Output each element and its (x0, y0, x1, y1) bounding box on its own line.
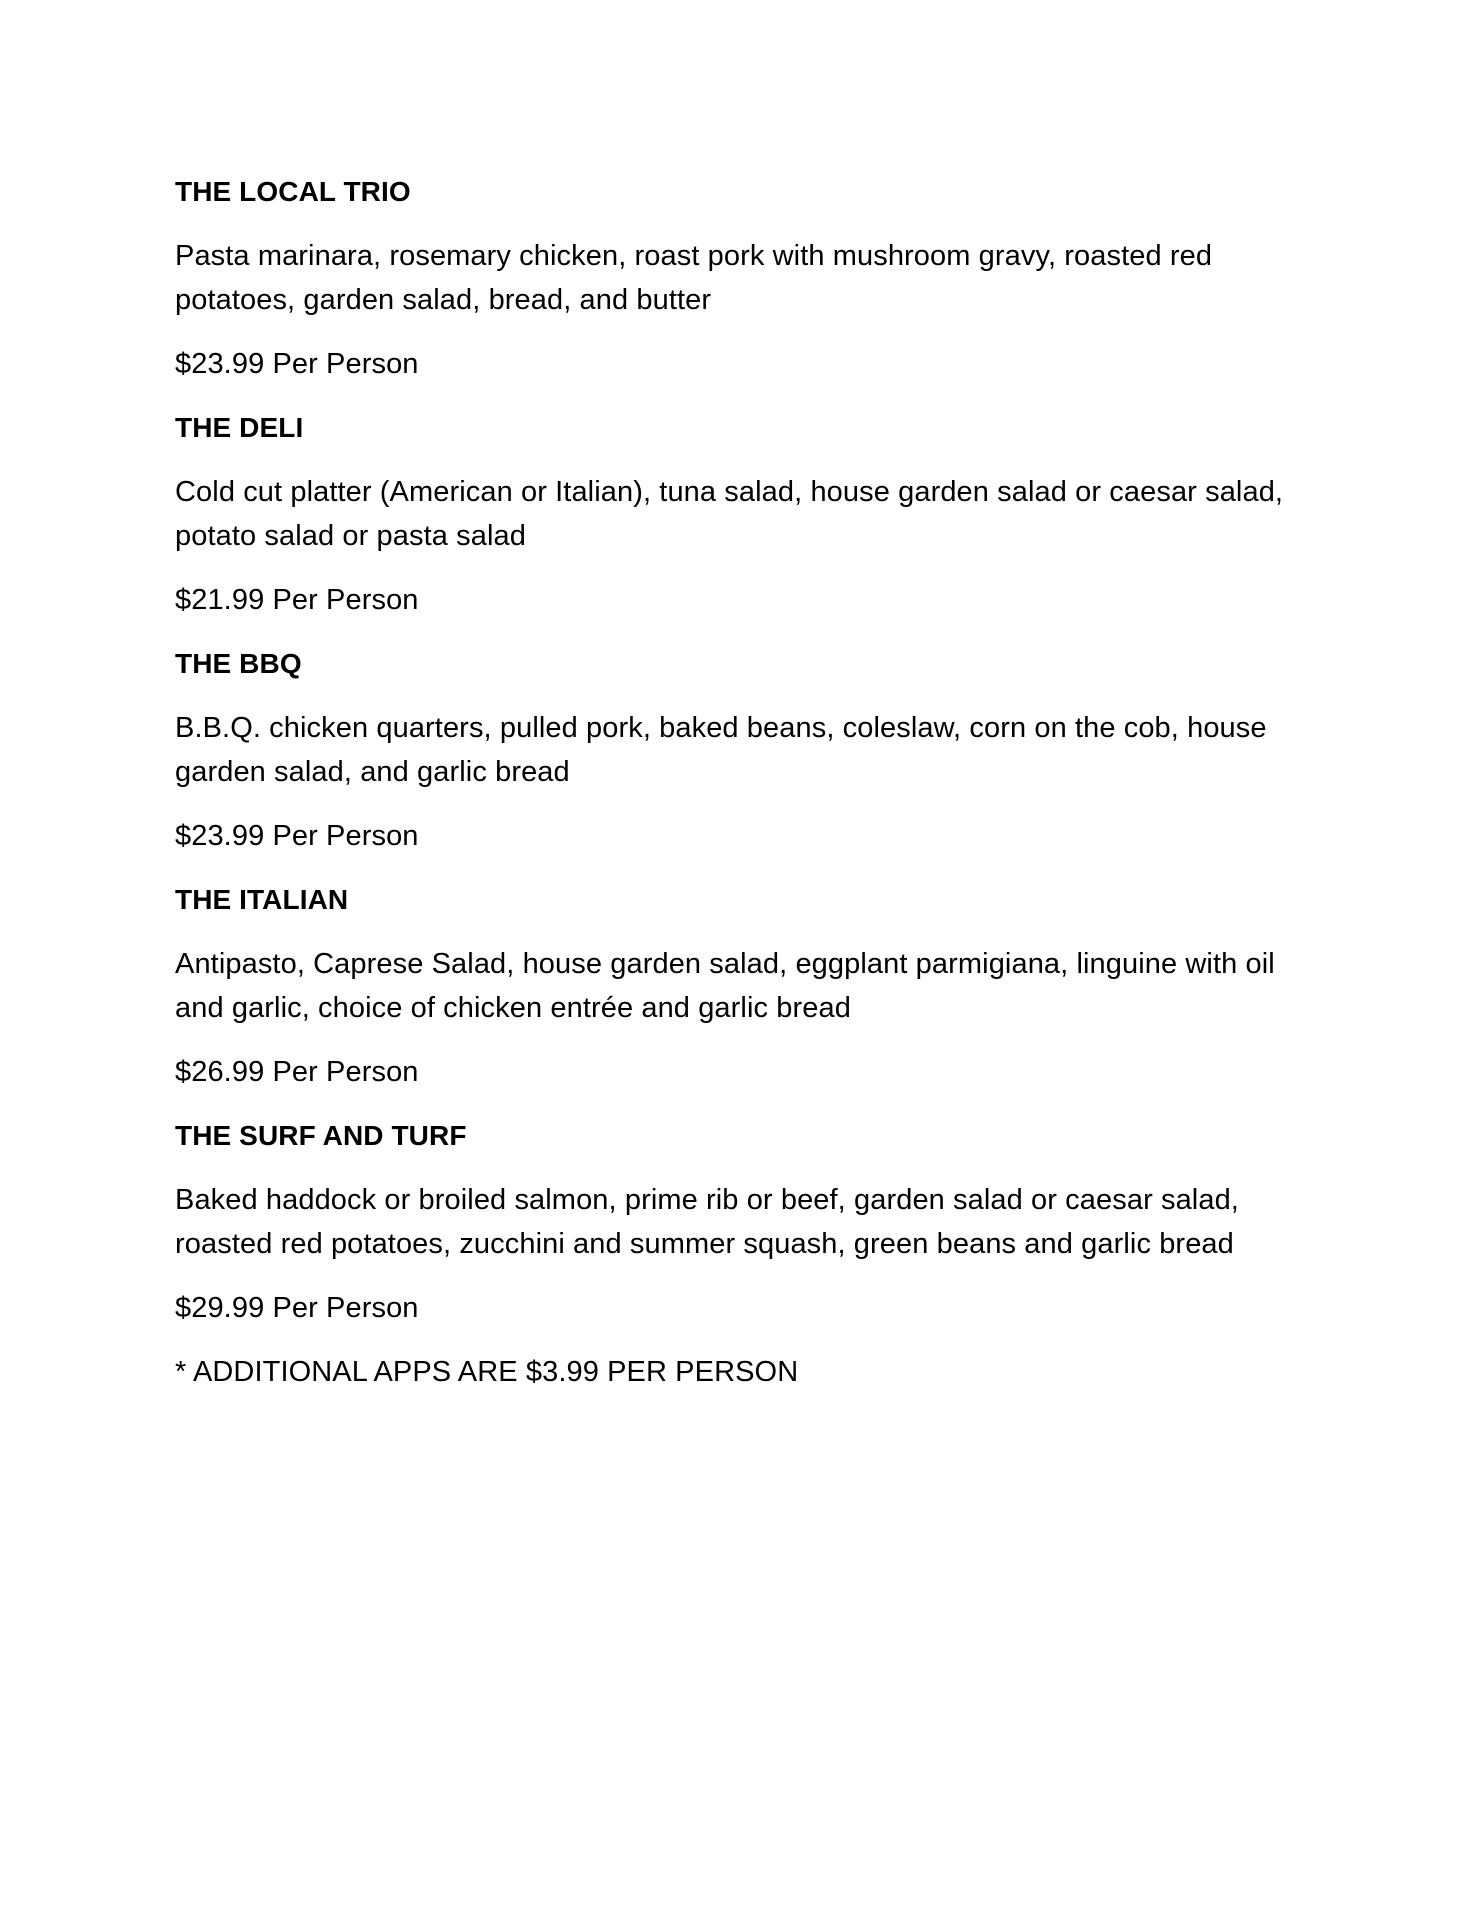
menu-section-italian (175, 878, 1325, 1094)
section-price: $23.99 Per Person (175, 820, 419, 852)
menu-section-bbq (175, 642, 1325, 858)
section-description: Antipasto, Caprese Salad, house garden salad, eggplant parmigiana, linguine with oil and garlic, choice of chicken entrée and garlic bread (175, 948, 1275, 1024)
section-title: THE SURF AND TURF (175, 1120, 467, 1151)
section-description: Baked haddock or broiled salmon, prime rib or beef, garden salad or caesar salad, roasted red potatoes, zucchini and summer squash, green beans and garlic bread (175, 1184, 1239, 1260)
section-price: $21.99 Per Person (175, 584, 419, 616)
section-title: THE LOCAL TRIO (175, 176, 411, 207)
section-price: $23.99 Per Person (175, 348, 419, 380)
additional-apps-note: * ADDITIONAL APPS ARE $3.99 PER PERSON (175, 1356, 799, 1388)
section-title: THE BBQ (175, 648, 302, 679)
menu-section-local-trio (175, 170, 1325, 386)
section-description: Cold cut platter (American or Italian), tuna salad, house garden salad or caesar salad, potato salad or pasta salad (175, 476, 1284, 552)
menu-section-deli (175, 406, 1325, 622)
section-price: $29.99 Per Person (175, 1292, 419, 1324)
section-title: THE DELI (175, 412, 304, 443)
section-price: $26.99 Per Person (175, 1056, 419, 1088)
section-description: Pasta marinara, rosemary chicken, roast pork with mushroom gravy, roasted red potatoes, garden salad, bread, and butter (175, 240, 1213, 316)
section-title: THE ITALIAN (175, 884, 349, 915)
menu-section-surf-and-turf (175, 1114, 1325, 1330)
section-description: B.B.Q. chicken quarters, pulled pork, baked beans, coleslaw, corn on the cob, house garden salad, and garlic bread (175, 712, 1267, 788)
menu-content (175, 170, 1325, 1394)
